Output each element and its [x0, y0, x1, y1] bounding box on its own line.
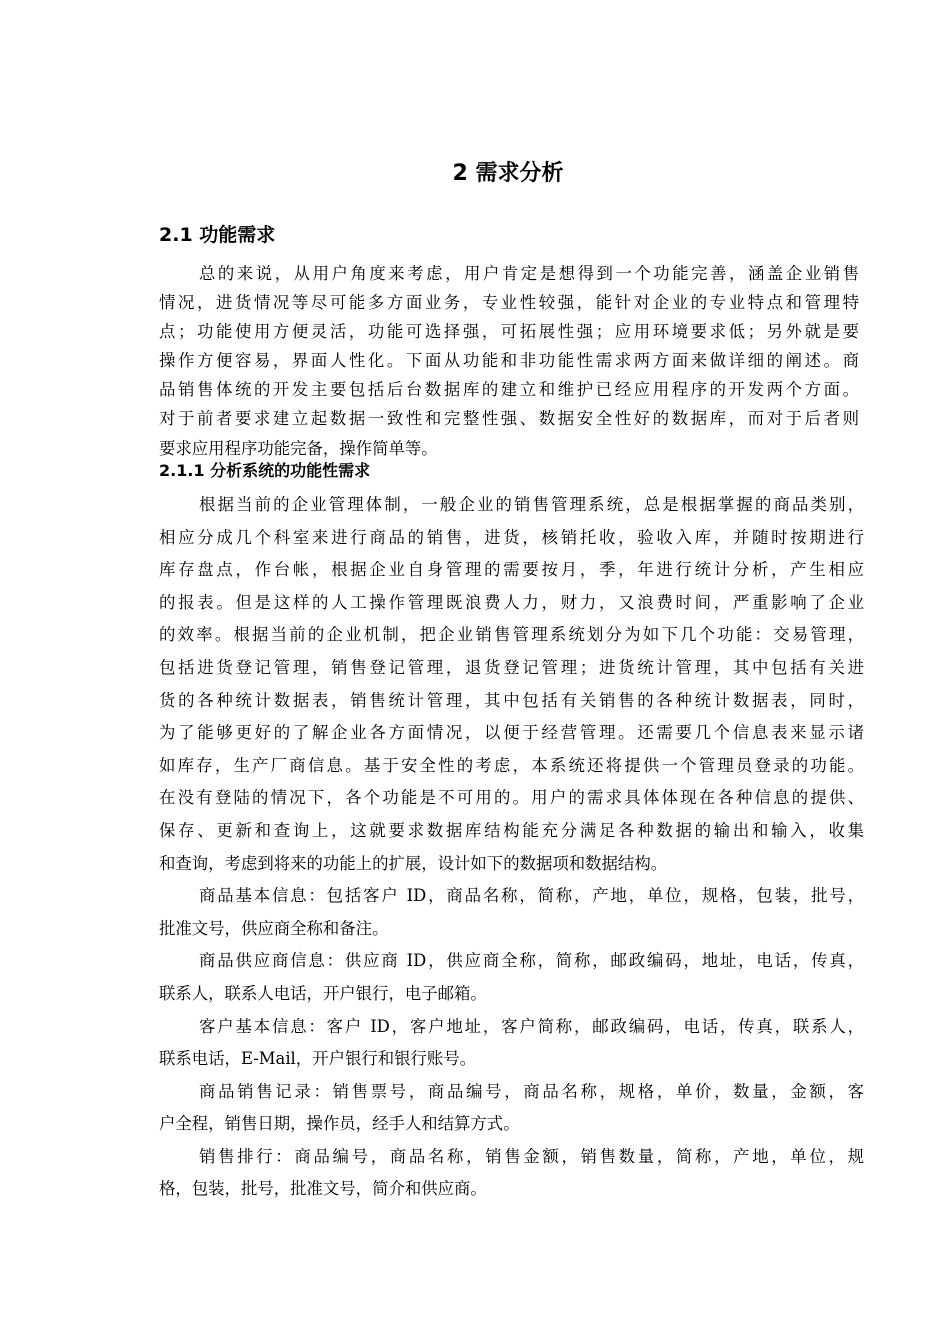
main-paragraph	[159, 489, 864, 880]
paragraph-line: 商品销售记录：销售票号，商品编号，商品名称，规格，单价，数量，金额，客	[199, 1081, 864, 1101]
paragraph-line: 要求应用程序功能完备，操作简单等。	[159, 438, 438, 458]
data-item-sales-ranking	[159, 1141, 864, 1206]
paragraph-line: 情况，进货情况等尽可能多方面业务，专业性较强，能针对企业的专业特点和管理特	[159, 293, 859, 313]
paragraph-line: 库存盘点，作台帐，根据企业自身管理的需要按月，季，年进行统计分析，产生相应	[159, 560, 864, 580]
data-item-customer-info	[159, 1011, 864, 1076]
paragraph-line: 商品供应商信息：供应商 ID，供应商全称，简称，邮政编码，地址，电话，传真，	[199, 951, 864, 971]
paragraph-line: 品销售体统的开发主要包括后台数据库的建立和维护已经应用程序的开发两个方面。	[159, 380, 859, 400]
paragraph-line: 为了能够更好的了解企业各方面情况，以便于经营管理。还需要几个信息表来显示诸	[159, 723, 864, 743]
data-item-product-info	[159, 880, 864, 945]
paragraph-line: 销售排行：商品编号，商品名称，销售金额，销售数量，简称，产地，单位，规	[199, 1146, 864, 1166]
paragraph-line: 保存、更新和查询上，这就要求数据库结构能充分满足各种数据的输出和输入，收集	[159, 820, 864, 840]
subsection-body	[159, 489, 864, 1206]
paragraph-line: 在没有登陆的情况下，各个功能是不可用的。用户的需求具体体现在各种信息的提供、	[159, 788, 864, 808]
paragraph-line: 总的来说，从用户角度来考虑，用户肯定是想得到一个功能完善，涵盖企业销售	[199, 264, 859, 283]
paragraph-line: 根据当前的企业管理体制，一般企业的销售管理系统，总是根据掌握的商品类别，	[199, 495, 864, 514]
subsection-heading: 2.1.1 分析系统的功能性需求	[159, 461, 371, 480]
intro-paragraph	[159, 259, 859, 463]
paragraph-line: 联系电话，E-Mail，开户银行和银行账号。	[159, 1049, 477, 1069]
paragraph-line: 联系人，联系人电话，开户银行，电子邮箱。	[159, 983, 487, 1003]
data-item-sales-record	[159, 1076, 864, 1141]
paragraph-line: 的效率。根据当前的企业机制，把企业销售管理系统划分为如下几个功能：交易管理，	[159, 625, 864, 645]
chapter-title: 2 需求分析	[452, 161, 564, 186]
paragraph-line: 和查询，考虑到将来的功能上的扩展，设计如下的数据项和数据结构。	[159, 853, 668, 873]
paragraph-line: 点；功能使用方便灵活，功能可选择强，可拓展性强；应用环境要求低；另外就是要	[159, 322, 859, 342]
paragraph-line: 如库存，生产厂商信息。基于安全性的考虑，本系统还将提供一个管理员登录的功能。	[159, 755, 864, 775]
paragraph-line: 格，包装，批号，批准文号，简介和供应商。	[159, 1179, 487, 1199]
paragraph-line: 商品基本信息：包括客户 ID，商品名称，简称，产地，单位，规格，包装，批号，	[199, 886, 864, 906]
paragraph-line: 货的各种统计数据表，销售统计管理，其中包括有关销售的各种统计数据表，同时，	[159, 690, 864, 710]
paragraph-line: 批准文号，供应商全称和备注。	[159, 918, 389, 938]
paragraph-line: 操作方便容易，界面人性化。下面从功能和非功能性需求两方面来做详细的阐述。商	[159, 351, 859, 371]
paragraph-line: 客户基本信息：客户 ID，客户地址，客户简称，邮政编码，电话，传真，联系人，	[199, 1016, 864, 1036]
paragraph-line: 相应分成几个科室来进行商品的销售，进货，核销托收，验收入库，并随时按期进行	[159, 527, 864, 547]
paragraph-line: 包括进货登记管理，销售登记管理，退货登记管理；进货统计管理，其中包括有关进	[159, 657, 864, 677]
section-heading: 2.1 功能需求	[159, 224, 276, 246]
data-item-supplier-info	[159, 945, 864, 1010]
paragraph-line: 的报表。但是这样的人工操作管理既浪费人力，财力，又浪费时间，严重影响了企业	[159, 592, 864, 612]
paragraph-line: 户全程，销售日期，操作员，经手人和结算方式。	[159, 1114, 520, 1134]
paragraph-line: 对于前者要求建立起数据一致性和完整性强、数据安全性好的数据库，而对于后者则	[159, 409, 859, 429]
